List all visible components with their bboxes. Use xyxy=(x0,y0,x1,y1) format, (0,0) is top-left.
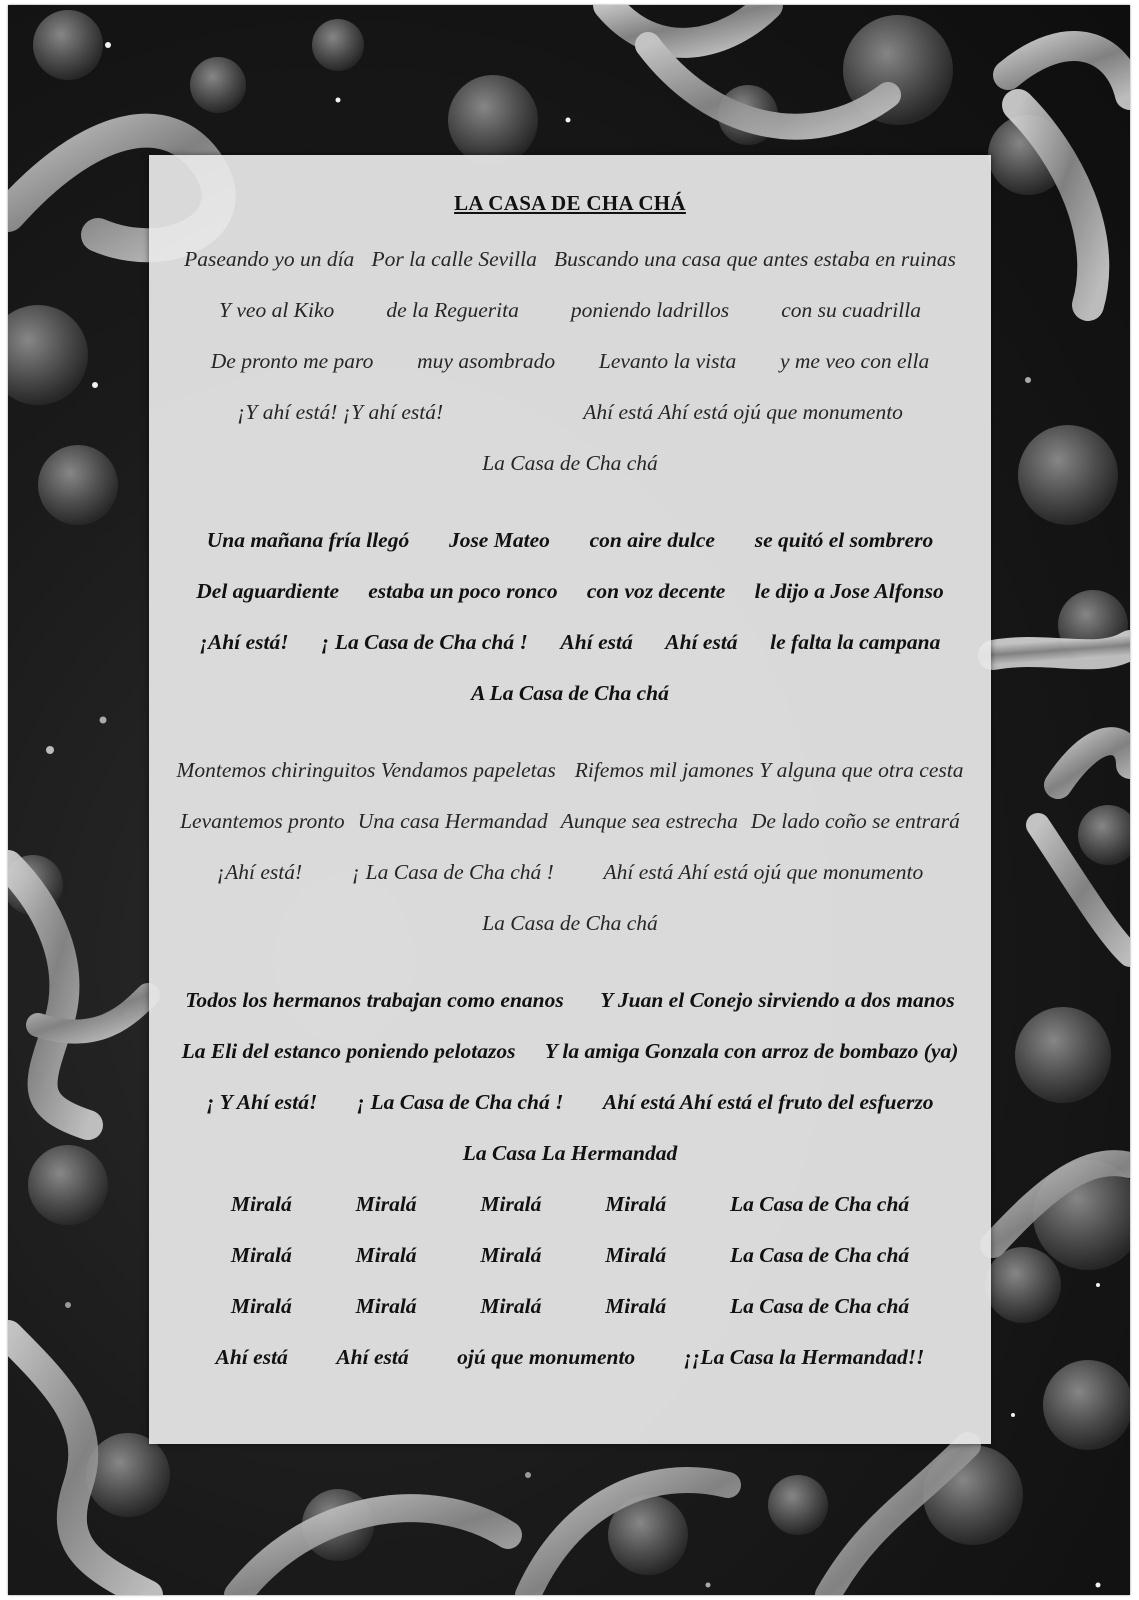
lyric-segment: Ahí está xyxy=(215,1345,288,1369)
lyric-line xyxy=(167,1035,973,1067)
lyric-segment: La Casa de Cha chá xyxy=(482,911,658,935)
lyric-segment: ¡ Y Ahí está! xyxy=(206,1090,318,1114)
lyric-segment: Miralá xyxy=(230,1294,292,1318)
lyric-segment: Paseando yo un día xyxy=(184,247,355,271)
lyric-line xyxy=(167,907,973,939)
lyric-segment: Ahí está Ahí está el fruto del esfuerzo xyxy=(602,1090,934,1114)
lyric-segment: Miralá xyxy=(230,1192,292,1216)
lyric-segment: Levantemos pronto xyxy=(180,809,345,833)
lyric-line xyxy=(167,524,973,556)
lyric-segment: Miralá xyxy=(605,1192,667,1216)
lyric-line xyxy=(167,1341,973,1373)
lyric-segment: muy asombrado xyxy=(417,349,556,373)
lyric-segment: Miralá xyxy=(355,1192,417,1216)
lyric-line xyxy=(167,805,973,837)
lyric-segment: estaba un poco ronco xyxy=(368,579,558,603)
lyric-segment: Ahí está xyxy=(560,630,633,654)
lyric-segment: De lado coño se entrará xyxy=(750,809,960,833)
lyric-segment: Rifemos mil jamones Y alguna que otra cesta xyxy=(574,758,964,782)
lyric-line xyxy=(167,1188,973,1220)
lyric-line xyxy=(167,1290,973,1322)
lyric-segment: La Casa La Hermandad xyxy=(462,1141,678,1165)
lyric-line xyxy=(167,294,973,326)
lyric-line xyxy=(167,1137,973,1169)
lyric-line xyxy=(167,575,973,607)
lyric-segment: con su cuadrilla xyxy=(781,298,921,322)
lyric-segment: Buscando una casa que antes estaba en ruinas xyxy=(553,247,956,271)
lyric-segment: Por la calle Sevilla xyxy=(371,247,537,271)
lyric-line xyxy=(167,626,973,658)
lyric-segment: y me veo con ella xyxy=(779,349,930,373)
lyric-segment: La Eli del estanco poniendo pelotazos xyxy=(181,1039,516,1063)
lyric-line xyxy=(167,396,973,428)
lyric-segment: Ahí está xyxy=(665,630,738,654)
lyric-line xyxy=(167,677,973,709)
lyric-segment: ¡Y ahí está! ¡Y ahí está! xyxy=(237,400,444,424)
lyric-segment: ¡Ahí está! xyxy=(199,630,289,654)
lyric-segment: Miralá xyxy=(355,1294,417,1318)
lyric-segment: Levanto la vista xyxy=(598,349,737,373)
lyric-segment: La Casa de Cha chá xyxy=(729,1192,910,1216)
lyric-segment: con voz decente xyxy=(586,579,726,603)
lyric-segment: ojú que monumento xyxy=(457,1345,636,1369)
lyric-segment: Miralá xyxy=(480,1294,542,1318)
lyrics-sheet xyxy=(149,155,991,1444)
lyric-segment: le falta la campana xyxy=(770,630,941,654)
lyric-segment: ¡Ahí está! xyxy=(216,860,303,884)
lyric-segment: Del aguardiente xyxy=(196,579,339,603)
lyric-segment: Y veo al Kiko xyxy=(219,298,335,322)
poster xyxy=(8,5,1130,1595)
lyric-segment: se quitó el sombrero xyxy=(754,528,934,552)
lyric-segment: A La Casa de Cha chá xyxy=(471,681,669,705)
lyric-segment: Ahí está Ahí está ojú que monumento xyxy=(603,860,924,884)
lyric-segment: La Casa de Cha chá xyxy=(729,1243,910,1267)
lyric-segment: La Casa de Cha chá xyxy=(729,1294,910,1318)
lyric-segment: Todos los hermanos trabajan como enanos xyxy=(185,988,564,1012)
lyric-segment: con aire dulce xyxy=(589,528,715,552)
lyric-segment: ¡ La Casa de Cha chá ! xyxy=(351,860,554,884)
lyric-segment: ¡ La Casa de Cha chá ! xyxy=(321,630,528,654)
lyric-line xyxy=(167,754,973,786)
lyric-segment: Ahí está Ahí está ojú que monumento xyxy=(583,400,903,424)
lyric-segment: Miralá xyxy=(480,1243,542,1267)
lyric-line xyxy=(167,856,973,888)
lyric-segment: De pronto me paro xyxy=(210,349,374,373)
song-title: LA CASA DE CHA CHÁ xyxy=(454,191,686,215)
lyric-segment: Aunque sea estrecha xyxy=(560,809,738,833)
lyric-line xyxy=(167,447,973,479)
lyric-segment: Una casa Hermandad xyxy=(357,809,548,833)
lyric-segment: Una mañana fría llegó xyxy=(206,528,410,552)
lyric-line xyxy=(167,1086,973,1118)
lyric-segment: Jose Mateo xyxy=(448,528,550,552)
lyric-segment: de la Reguerita xyxy=(386,298,519,322)
lyric-line xyxy=(167,984,973,1016)
lyric-line xyxy=(167,1239,973,1271)
lyric-segment: ¡ La Casa de Cha chá ! xyxy=(356,1090,564,1114)
lyric-segment: Y la amiga Gonzala con arroz de bombazo (ya) xyxy=(544,1039,959,1063)
lyric-segment: Ahí está xyxy=(336,1345,409,1369)
lyric-segment: Miralá xyxy=(230,1243,292,1267)
lyric-line xyxy=(167,345,973,377)
lyric-segment: poniendo ladrillos xyxy=(570,298,730,322)
lyric-segment: le dijo a Jose Alfonso xyxy=(754,579,944,603)
lyric-segment: Miralá xyxy=(355,1243,417,1267)
lyric-segment: Miralá xyxy=(605,1294,667,1318)
lyric-segment: Miralá xyxy=(605,1243,667,1267)
lyric-segment: Y Juan el Conejo sirviendo a dos manos xyxy=(600,988,955,1012)
lyric-segment: Miralá xyxy=(480,1192,542,1216)
lyric-segment: La Casa de Cha chá xyxy=(482,451,658,475)
lyric-line xyxy=(167,243,973,275)
lyric-segment: ¡¡La Casa la Hermandad!! xyxy=(683,1345,925,1369)
lyric-segment: Montemos chiringuitos Vendamos papeletas xyxy=(176,758,556,782)
